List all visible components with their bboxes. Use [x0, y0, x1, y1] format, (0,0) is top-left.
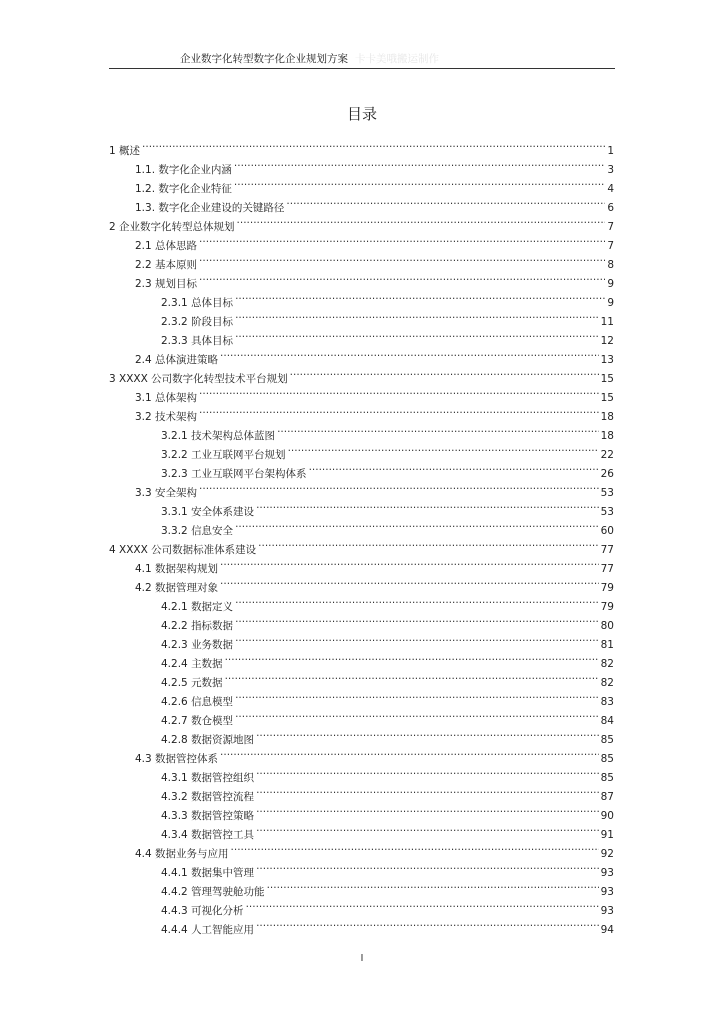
toc-entry-page: 90	[600, 810, 614, 822]
toc-leader-dots	[142, 135, 605, 154]
toc-leader-dots	[225, 667, 599, 686]
toc-entry-number: 2.3	[135, 278, 152, 290]
toc-entry-page: 93	[600, 867, 614, 879]
toc-leader-dots	[235, 515, 599, 534]
toc-entry-number: 4.2.4	[161, 658, 188, 670]
toc-entry-page: 53	[600, 487, 614, 499]
toc-entry-page: 11	[600, 316, 614, 328]
toc-entry-number: 4.3.1	[161, 772, 188, 784]
toc-leader-dots	[220, 743, 599, 762]
toc-entry-page: 8	[607, 259, 614, 271]
toc-leader-dots	[258, 534, 598, 553]
toc-entry-label: 可视化分析	[191, 905, 244, 917]
toc-entry-number: 3.2	[135, 411, 152, 423]
toc-entry-label: 数据业务与应用	[155, 848, 229, 860]
toc-entry-number: 3.2.1	[161, 430, 188, 442]
toc-leader-dots	[199, 477, 599, 496]
toc-entry-label: 安全体系建设	[191, 506, 255, 518]
toc-leader-dots	[290, 363, 599, 382]
toc-leader-dots	[256, 724, 599, 743]
toc-entry-page: 12	[600, 335, 614, 347]
toc-entry-page: 18	[600, 430, 614, 442]
toc-leader-dots	[220, 553, 599, 572]
toc-entry-page: 83	[600, 696, 614, 708]
toc-leader-dots	[199, 382, 599, 401]
toc-entry-label: 数据资源地图	[191, 734, 255, 746]
toc-entry-label: 信息模型	[191, 696, 234, 708]
toc-entry-number: 2	[109, 221, 116, 233]
toc-entry-number: 4.2	[135, 582, 152, 594]
toc-leader-dots	[256, 496, 599, 515]
toc-entry-label: 数据管控组织	[191, 772, 255, 784]
toc-entry[interactable]	[109, 154, 614, 176]
toc-entry[interactable]	[109, 135, 614, 157]
toc-entry-page: 13	[600, 354, 614, 366]
toc-entry-label: 概述	[119, 145, 141, 157]
toc-entry-label: 业务数据	[191, 639, 234, 651]
toc-leader-dots	[231, 838, 599, 857]
table-of-contents	[109, 135, 614, 936]
toc-entry-page: 84	[600, 715, 614, 727]
toc-entry-label: 数据管控流程	[191, 791, 255, 803]
toc-entry-label: 安全架构	[155, 487, 198, 499]
toc-entry-label: 数据集中管理	[191, 867, 255, 879]
toc-entry-label: 工业互联网平台架构体系	[191, 468, 307, 480]
toc-entry-page: 85	[600, 772, 614, 784]
toc-leader-dots	[235, 705, 599, 724]
toc-entry-page: 80	[600, 620, 614, 632]
toc-entry-label: 数字化企业内涵	[158, 164, 232, 176]
toc-entry-page: 79	[600, 601, 614, 613]
toc-entry-number: 3.2.3	[161, 468, 188, 480]
toc-leader-dots	[220, 572, 599, 591]
toc-entry-page: 82	[600, 677, 614, 689]
toc-leader-dots	[235, 686, 599, 705]
toc-entry-number: 2.2	[135, 259, 152, 271]
toc-entry-number: 1.3.	[135, 202, 156, 214]
header-watermark: 卡卡美哦搬运制作	[355, 53, 439, 65]
toc-leader-dots	[235, 591, 599, 610]
toc-entry-page: 91	[600, 829, 614, 841]
toc-entry-label: 具体目标	[191, 335, 234, 347]
toc-entry-label: 技术架构	[155, 411, 198, 423]
toc-entry-page: 1	[607, 145, 614, 157]
toc-entry-label: 数仓模型	[191, 715, 234, 727]
toc-entry-label: 指标数据	[191, 620, 234, 632]
page-header	[109, 52, 615, 69]
toc-leader-dots	[286, 192, 605, 211]
toc-entry-number: 4.3.3	[161, 810, 188, 822]
toc-entry-number: 4.4.4	[161, 924, 188, 936]
toc-entry-number: 4.2.6	[161, 696, 188, 708]
toc-entry-number: 4.4.1	[161, 867, 188, 879]
toc-entry-label: XXXX 公司数据标准体系建设	[119, 544, 257, 556]
toc-entry-number: 3	[109, 373, 116, 385]
toc-entry-page: 4	[607, 183, 614, 195]
toc-entry-number: 3.2.2	[161, 449, 188, 461]
toc-entry-number: 1	[109, 145, 116, 157]
toc-leader-dots	[309, 458, 599, 477]
toc-entry-number: 4.3.2	[161, 791, 188, 803]
toc-entry-number: 4.2.7	[161, 715, 188, 727]
toc-entry-page: 15	[600, 392, 614, 404]
toc-entry-label: 基本原则	[155, 259, 198, 271]
toc-entry-label: 工业互联网平台规划	[191, 449, 286, 461]
toc-entry-page: 22	[600, 449, 614, 461]
toc-entry-page: 7	[607, 240, 614, 252]
toc-leader-dots	[199, 230, 605, 249]
toc-entry-number: 4.2.5	[161, 677, 188, 689]
toc-entry-page: 87	[600, 791, 614, 803]
toc-leader-dots	[237, 211, 606, 230]
toc-entry-number: 4.2.2	[161, 620, 188, 632]
toc-entry-number: 2.1	[135, 240, 152, 252]
toc-entry-page: 3	[607, 164, 614, 176]
toc-entry-label: 总体目标	[191, 297, 234, 309]
toc-entry-label: 信息安全	[191, 525, 234, 537]
toc-entry-label: 技术架构总体蓝图	[191, 430, 276, 442]
toc-leader-dots	[277, 420, 599, 439]
toc-entry-page: 77	[600, 544, 614, 556]
toc-entry-page: 6	[607, 202, 614, 214]
toc-entry-page: 93	[600, 905, 614, 917]
toc-leader-dots	[234, 173, 605, 192]
toc-entry-number: 1.2.	[135, 183, 156, 195]
toc-entry-number: 2.3.2	[161, 316, 188, 328]
toc-title: 目录	[346, 105, 377, 123]
toc-entry-number: 4.2.8	[161, 734, 188, 746]
toc-entry-page: 79	[600, 582, 614, 594]
toc-entry-page: 9	[607, 297, 614, 309]
toc-entry-label: 数据管理对象	[155, 582, 219, 594]
toc-leader-dots	[235, 629, 599, 648]
toc-entry-number: 2.3.3	[161, 335, 188, 347]
toc-entry-label: 数据管控策略	[191, 810, 255, 822]
toc-entry-page: 53	[600, 506, 614, 518]
toc-leader-dots	[256, 914, 599, 933]
toc-entry-number: 3.1	[135, 392, 152, 404]
toc-entry-label: 规划目标	[155, 278, 198, 290]
toc-entry-number: 3.3.2	[161, 525, 188, 537]
toc-entry-page: 94	[600, 924, 614, 936]
toc-entry-label: 管理驾驶舱功能	[191, 886, 265, 898]
toc-entry-number: 4.4.2	[161, 886, 188, 898]
toc-leader-dots	[288, 439, 599, 458]
toc-entry-page: 92	[600, 848, 614, 860]
toc-entry-label: 数字化企业建设的关键路径	[158, 202, 285, 214]
toc-entry-label: 数据架构规划	[155, 563, 219, 575]
toc-leader-dots	[267, 876, 599, 895]
toc-entry-label: 数据管控工具	[191, 829, 255, 841]
toc-entry-number: 4	[109, 544, 116, 556]
toc-entry-number: 2.4	[135, 354, 152, 366]
toc-entry-page: 15	[600, 373, 614, 385]
toc-entry-number: 4.2.1	[161, 601, 188, 613]
header-title: 企业数字化转型数字化企业规划方案	[180, 53, 348, 65]
toc-leader-dots	[256, 781, 599, 800]
toc-entry-number: 3.3	[135, 487, 152, 499]
toc-leader-dots	[235, 306, 599, 325]
toc-entry-page: 93	[600, 886, 614, 898]
toc-leader-dots	[235, 610, 599, 629]
toc-entry-label: 主数据	[191, 658, 223, 670]
toc-leader-dots	[220, 344, 599, 363]
toc-entry-number: 4.2.3	[161, 639, 188, 651]
toc-entry-label: 数据定义	[191, 601, 234, 613]
toc-leader-dots	[256, 857, 599, 876]
toc-entry-label: 人工智能应用	[191, 924, 255, 936]
toc-leader-dots	[235, 325, 599, 344]
toc-entry-label: 总体演进策略	[155, 354, 219, 366]
toc-entry-page: 77	[600, 563, 614, 575]
toc-entry-number: 4.1	[135, 563, 152, 575]
toc-entry-number: 1.1.	[135, 164, 156, 176]
toc-entry-page: 82	[600, 658, 614, 670]
toc-leader-dots	[235, 287, 605, 306]
toc-entry-number: 4.4	[135, 848, 152, 860]
toc-entry-label: XXXX 公司数字化转型技术平台规划	[119, 373, 288, 385]
toc-leader-dots	[225, 648, 599, 667]
toc-leader-dots	[256, 800, 599, 819]
toc-entry-page: 26	[600, 468, 614, 480]
toc-entry-page: 81	[600, 639, 614, 651]
toc-entry-page: 18	[600, 411, 614, 423]
toc-entry-label: 数字化企业特征	[158, 183, 232, 195]
toc-entry-number: 4.3.4	[161, 829, 188, 841]
toc-entry-number: 4.4.3	[161, 905, 188, 917]
toc-entry-number: 3.3.1	[161, 506, 188, 518]
toc-entry-page: 60	[600, 525, 614, 537]
toc-entry-label: 阶段目标	[191, 316, 234, 328]
toc-leader-dots	[256, 762, 599, 781]
toc-entry-page: 9	[607, 278, 614, 290]
toc-leader-dots	[256, 819, 599, 838]
toc-leader-dots	[246, 895, 599, 914]
toc-entry-page: 85	[600, 753, 614, 765]
toc-entry-number: 4.3	[135, 753, 152, 765]
toc-entry-label: 元数据	[191, 677, 223, 689]
toc-entry-label: 数据管控体系	[155, 753, 219, 765]
toc-entry-page: 7	[607, 221, 614, 233]
toc-entry-label: 总体架构	[155, 392, 198, 404]
toc-entry-number: 2.3.1	[161, 297, 188, 309]
toc-leader-dots	[199, 268, 605, 287]
toc-entry-page: 85	[600, 734, 614, 746]
toc-leader-dots	[234, 154, 605, 173]
toc-entry-label: 企业数字化转型总体规划	[119, 221, 235, 233]
footer-page-number: I	[360, 953, 364, 964]
toc-entry-label: 总体思路	[155, 240, 198, 252]
toc-leader-dots	[199, 401, 599, 420]
toc-leader-dots	[199, 249, 605, 268]
